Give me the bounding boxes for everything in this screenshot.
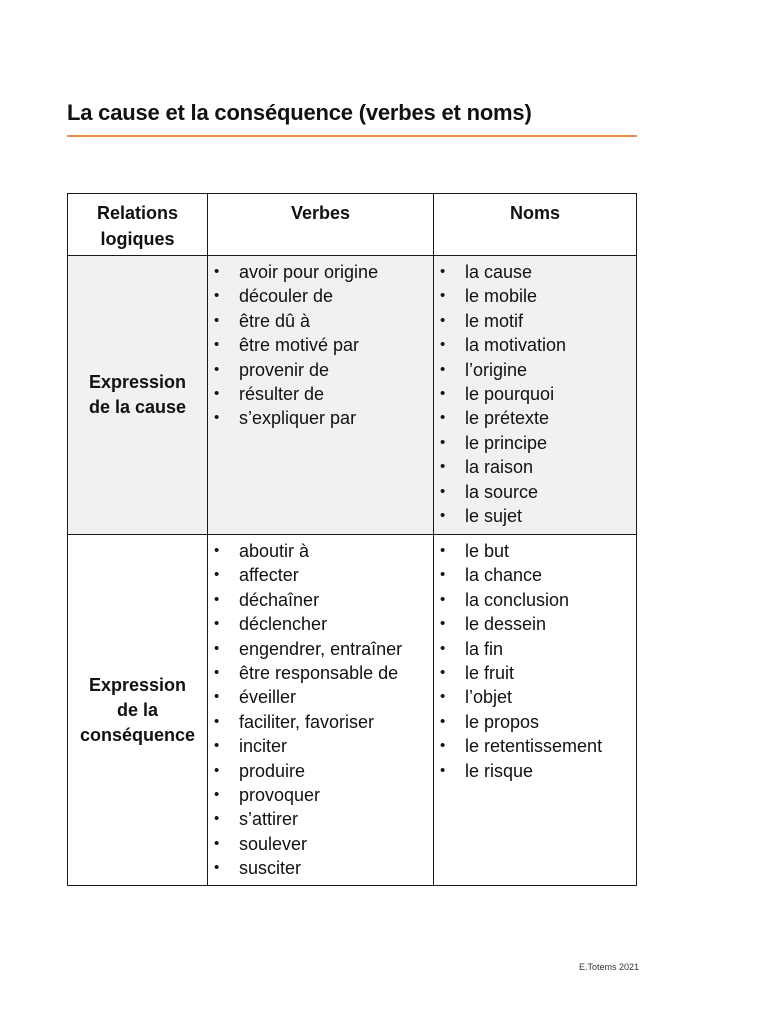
consequence-noms-cell	[434, 535, 636, 885]
list-item: • la chance	[434, 563, 636, 587]
header-verbes: Verbes	[208, 194, 434, 256]
list-item: • la source	[434, 480, 636, 504]
list-item: • être dû à	[208, 309, 433, 333]
header-relations-line1: Relations	[96, 203, 179, 223]
list-item: • l’objet	[434, 685, 636, 709]
header-relations-line2: logiques	[100, 229, 175, 249]
list-item: • faciliter, favoriser	[208, 710, 433, 734]
row-label-consequence	[68, 535, 208, 885]
list-item: • s’expliquer par	[208, 406, 433, 430]
list-item: • éveiller	[208, 685, 433, 709]
list-item: • l’origine	[434, 358, 636, 382]
list-item: • le propos	[434, 710, 636, 734]
list-item: • le fruit	[434, 661, 636, 685]
row-label-line: de la cause	[88, 397, 187, 417]
list-item: • déclencher	[208, 612, 433, 636]
list-item: • le risque	[434, 759, 636, 783]
list-item: • le dessein	[434, 612, 636, 636]
list-item: • engendrer, entraîner	[208, 637, 433, 661]
list-item: • le prétexte	[434, 406, 636, 430]
list-item: • le pourquoi	[434, 382, 636, 406]
consequence-noms-list	[434, 535, 636, 783]
list-item: • le sujet	[434, 504, 636, 528]
title-underline	[67, 135, 637, 137]
footer-credit: E.Totems 2021	[579, 962, 640, 972]
header-relations-logiques	[68, 194, 208, 256]
list-item: • inciter	[208, 734, 433, 758]
list-item: • aboutir à	[208, 539, 433, 563]
list-item: • soulever	[208, 832, 433, 856]
page-title: La cause et la conséquence (verbes et noms)	[67, 100, 532, 125]
list-item: • le retentissement	[434, 734, 636, 758]
list-item: • le principe	[434, 431, 636, 455]
cause-noms-cell	[434, 256, 636, 535]
list-item: • le motif	[434, 309, 636, 333]
row-label-line: Expression	[88, 674, 187, 695]
list-item: • être responsable de	[208, 661, 433, 685]
list-item: • la raison	[434, 455, 636, 479]
list-item: • affecter	[208, 563, 433, 587]
list-item: • susciter	[208, 856, 433, 880]
list-item: • découler de	[208, 284, 433, 308]
consequence-verbes-cell	[208, 535, 434, 885]
list-item: • provoquer	[208, 783, 433, 807]
header-noms: Noms	[434, 194, 636, 256]
cause-noms-list	[434, 256, 636, 528]
list-item: • déchaîner	[208, 588, 433, 612]
row-label-line: conséquence	[79, 724, 196, 745]
list-item: • la conclusion	[434, 588, 636, 612]
cause-consequence-table	[67, 193, 637, 886]
list-item: • résulter de	[208, 382, 433, 406]
list-item: • provenir de	[208, 358, 433, 382]
cause-verbes-list	[208, 256, 433, 431]
row-label-cause	[68, 256, 208, 535]
list-item: • la fin	[434, 637, 636, 661]
consequence-verbes-list	[208, 535, 433, 881]
row-label-line: de la	[116, 699, 158, 720]
list-item: • le but	[434, 539, 636, 563]
list-item: • être motivé par	[208, 333, 433, 357]
list-item: • le mobile	[434, 284, 636, 308]
list-item: • produire	[208, 759, 433, 783]
list-item: • s’attirer	[208, 807, 433, 831]
list-item: • avoir pour origine	[208, 260, 433, 284]
list-item: • la cause	[434, 260, 636, 284]
row-label-line: Expression	[88, 372, 187, 392]
cause-verbes-cell	[208, 256, 434, 535]
list-item: • la motivation	[434, 333, 636, 357]
